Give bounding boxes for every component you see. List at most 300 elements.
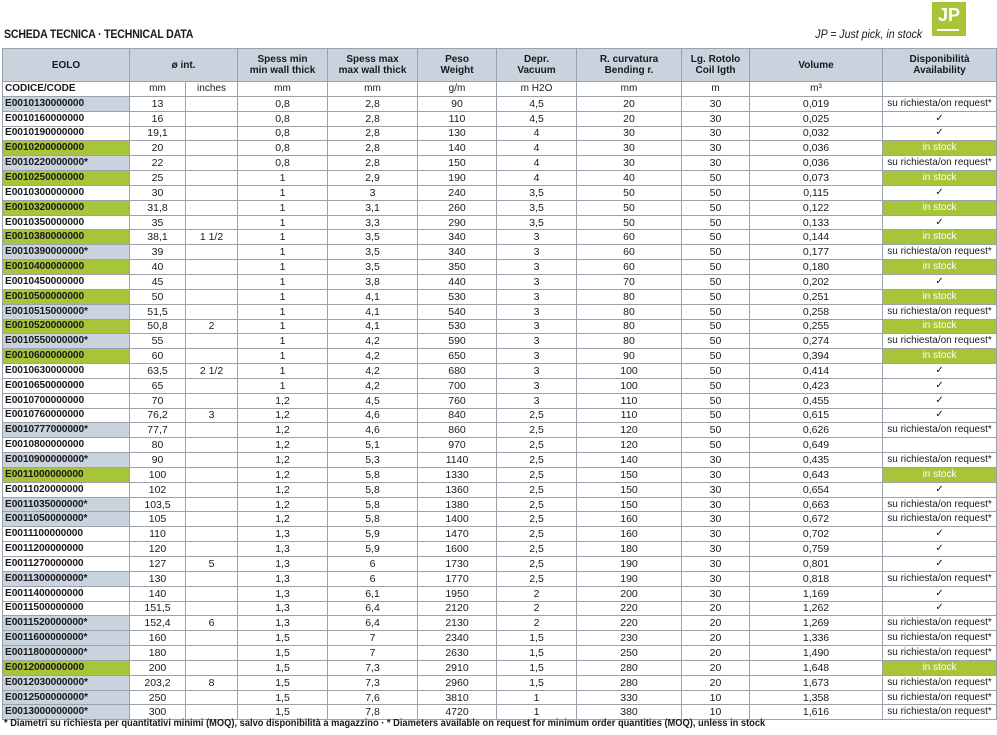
volume-cell: 0,036 <box>750 141 883 156</box>
volume-cell: 1,336 <box>750 631 883 646</box>
table-row <box>3 319 997 334</box>
bending-radius-cell: 60 <box>577 230 682 245</box>
wall-min-cell: 1,2 <box>238 423 328 438</box>
table-row <box>3 378 997 393</box>
wall-min-cell: 1 <box>238 274 328 289</box>
availability-cell: ✓ <box>883 185 997 200</box>
coil-length-cell: 50 <box>682 215 750 230</box>
diameter-mm-cell: 160 <box>130 631 186 646</box>
bending-radius-cell: 100 <box>577 364 682 379</box>
table-row <box>3 289 997 304</box>
diameter-mm-cell: 120 <box>130 542 186 557</box>
product-code-cell: E0010515000000* <box>3 304 130 319</box>
vacuum-cell: 1,5 <box>497 675 577 690</box>
weight-cell: 840 <box>418 408 497 423</box>
wall-min-cell: 0,8 <box>238 156 328 171</box>
coil-length-cell: 50 <box>682 171 750 186</box>
volume-cell: 0,654 <box>750 482 883 497</box>
volume-cell: 0,643 <box>750 467 883 482</box>
table-row <box>3 126 997 141</box>
wall-max-cell: 5,8 <box>328 482 418 497</box>
diameter-mm-cell: 50,8 <box>130 319 186 334</box>
volume-cell: 0,818 <box>750 571 883 586</box>
volume-cell: 0,122 <box>750 200 883 215</box>
availability-cell: ✓ <box>883 364 997 379</box>
table-row <box>3 453 997 468</box>
diameter-inches-cell <box>186 171 238 186</box>
weight-cell: 340 <box>418 230 497 245</box>
weight-cell: 1330 <box>418 467 497 482</box>
diameter-mm-cell: 127 <box>130 557 186 572</box>
wall-max-cell: 4,2 <box>328 378 418 393</box>
jp-logo-icon <box>932 2 966 36</box>
product-code-cell: E0010500000000 <box>3 289 130 304</box>
table-row <box>3 571 997 586</box>
volume-cell: 0,274 <box>750 334 883 349</box>
wall-max-cell: 6,4 <box>328 616 418 631</box>
table-row <box>3 512 997 527</box>
volume-cell: 0,032 <box>750 126 883 141</box>
diameter-inches-cell <box>186 289 238 304</box>
product-code-cell: E0011500000000 <box>3 601 130 616</box>
weight-cell: 2630 <box>418 646 497 661</box>
weight-cell: 1770 <box>418 571 497 586</box>
diameter-inches-cell <box>186 96 238 111</box>
weight-cell: 290 <box>418 215 497 230</box>
product-code-cell: E0011520000000* <box>3 616 130 631</box>
bending-radius-cell: 280 <box>577 675 682 690</box>
diameter-inches-cell <box>186 586 238 601</box>
coil-length-cell: 30 <box>682 527 750 542</box>
coil-length-cell: 20 <box>682 616 750 631</box>
availability-cell: su richiesta/on request* <box>883 304 997 319</box>
coil-length-cell: 30 <box>682 497 750 512</box>
vacuum-cell: 2 <box>497 586 577 601</box>
wall-max-cell: 4,2 <box>328 334 418 349</box>
bending-radius-cell: 250 <box>577 646 682 661</box>
vacuum-cell: 3,5 <box>497 185 577 200</box>
availability-cell: ✓ <box>883 527 997 542</box>
wall-max-cell: 3,1 <box>328 200 418 215</box>
volume-cell: 0,626 <box>750 423 883 438</box>
weight-cell: 130 <box>418 126 497 141</box>
coil-length-cell: 30 <box>682 557 750 572</box>
diameter-inches-cell: 5 <box>186 557 238 572</box>
coil-length-cell: 50 <box>682 408 750 423</box>
product-code-cell: E0011020000000 <box>3 482 130 497</box>
diameter-inches-cell <box>186 512 238 527</box>
diameter-mm-cell: 200 <box>130 660 186 675</box>
wall-min-cell: 0,8 <box>238 96 328 111</box>
table-row <box>3 438 997 453</box>
vacuum-cell: 4,5 <box>497 111 577 126</box>
product-code-cell: E0010250000000 <box>3 171 130 186</box>
vacuum-cell: 4 <box>497 156 577 171</box>
wall-max-cell: 2,8 <box>328 96 418 111</box>
diameter-mm-cell: 55 <box>130 334 186 349</box>
diameter-mm-cell: 60 <box>130 349 186 364</box>
wall-max-cell: 5,8 <box>328 497 418 512</box>
unit-cell: m H2O <box>497 82 577 97</box>
weight-cell: 530 <box>418 289 497 304</box>
wall-min-cell: 1,3 <box>238 586 328 601</box>
volume-cell: 1,262 <box>750 601 883 616</box>
wall-min-cell: 1 <box>238 245 328 260</box>
wall-min-cell: 1 <box>238 334 328 349</box>
product-code-cell: E0010400000000 <box>3 260 130 275</box>
availability-cell: su richiesta/on request* <box>883 245 997 260</box>
unit-cell: inches <box>186 82 238 97</box>
vacuum-cell: 4 <box>497 141 577 156</box>
availability-cell: ✓ <box>883 601 997 616</box>
diameter-inches-cell <box>186 215 238 230</box>
diameter-inches-cell: 3 <box>186 408 238 423</box>
diameter-inches-cell <box>186 601 238 616</box>
weight-cell: 2120 <box>418 601 497 616</box>
header-volume: Volume <box>750 49 883 82</box>
weight-cell: 650 <box>418 349 497 364</box>
diameter-inches-cell <box>186 126 238 141</box>
availability-cell: ✓ <box>883 586 997 601</box>
product-code-cell: E0012000000000 <box>3 660 130 675</box>
coil-length-cell: 50 <box>682 349 750 364</box>
volume-cell: 1,616 <box>750 705 883 720</box>
vacuum-cell: 2,5 <box>497 542 577 557</box>
header-wall-max: Spess max max wall thick <box>328 49 418 82</box>
product-code-cell: E0011400000000 <box>3 586 130 601</box>
product-code-cell: E0011800000000* <box>3 646 130 661</box>
wall-max-cell: 3,5 <box>328 260 418 275</box>
wall-min-cell: 1 <box>238 364 328 379</box>
vacuum-cell: 3 <box>497 289 577 304</box>
table-row <box>3 141 997 156</box>
wall-max-cell: 6,4 <box>328 601 418 616</box>
diameter-mm-cell: 180 <box>130 646 186 661</box>
technical-data-table-wrapper <box>2 48 992 720</box>
wall-max-cell: 3,8 <box>328 274 418 289</box>
wall-max-cell: 2,9 <box>328 171 418 186</box>
weight-cell: 440 <box>418 274 497 289</box>
volume-cell: 0,202 <box>750 274 883 289</box>
units-row <box>3 82 997 97</box>
coil-length-cell: 30 <box>682 111 750 126</box>
page-header <box>0 0 970 46</box>
availability-cell: su richiesta/on request* <box>883 96 997 111</box>
diameter-inches-cell <box>186 260 238 275</box>
vacuum-cell: 2,5 <box>497 482 577 497</box>
diameter-inches-cell <box>186 453 238 468</box>
page-title: SCHEDA TECNICA · TECHNICAL DATA <box>4 29 194 41</box>
vacuum-cell: 2,5 <box>497 438 577 453</box>
table-row <box>3 245 997 260</box>
wall-min-cell: 1 <box>238 378 328 393</box>
wall-min-cell: 1 <box>238 319 328 334</box>
bending-radius-cell: 80 <box>577 304 682 319</box>
coil-length-cell: 10 <box>682 690 750 705</box>
wall-max-cell: 5,8 <box>328 467 418 482</box>
table-row <box>3 542 997 557</box>
diameter-inches-cell <box>186 482 238 497</box>
coil-length-cell: 20 <box>682 660 750 675</box>
product-code-cell: E0011050000000* <box>3 512 130 527</box>
coil-length-cell: 50 <box>682 334 750 349</box>
product-code-cell: E0011100000000 <box>3 527 130 542</box>
weight-cell: 970 <box>418 438 497 453</box>
availability-cell: su richiesta/on request* <box>883 705 997 720</box>
bending-radius-cell: 160 <box>577 512 682 527</box>
wall-max-cell: 3,5 <box>328 230 418 245</box>
bending-radius-cell: 180 <box>577 542 682 557</box>
diameter-inches-cell <box>186 185 238 200</box>
diameter-inches-cell <box>186 200 238 215</box>
volume-cell: 0,394 <box>750 349 883 364</box>
unit-cell: mm <box>130 82 186 97</box>
table-row <box>3 467 997 482</box>
product-code-cell: E0010777000000* <box>3 423 130 438</box>
coil-length-cell: 20 <box>682 601 750 616</box>
coil-length-cell: 50 <box>682 245 750 260</box>
volume-cell: 0,180 <box>750 260 883 275</box>
wall-min-cell: 1,5 <box>238 631 328 646</box>
footnote: * Diametri su richiesta per quantitativi minimi (MOQ), salvo disponibilità a magazzino · * Diameters available on request for minimum order quantities (MOQ), unless in stock <box>4 718 766 729</box>
table-row <box>3 304 997 319</box>
product-code-cell: E0010900000000* <box>3 453 130 468</box>
table-row <box>3 497 997 512</box>
wall-max-cell: 2,8 <box>328 156 418 171</box>
wall-min-cell: 1 <box>238 200 328 215</box>
weight-cell: 680 <box>418 364 497 379</box>
technical-data-table <box>2 48 997 720</box>
coil-length-cell: 50 <box>682 260 750 275</box>
volume-cell: 0,133 <box>750 215 883 230</box>
bending-radius-cell: 200 <box>577 586 682 601</box>
volume-cell: 0,255 <box>750 319 883 334</box>
diameter-inches-cell: 2 <box>186 319 238 334</box>
bending-radius-cell: 280 <box>577 660 682 675</box>
diameter-mm-cell: 203,2 <box>130 675 186 690</box>
volume-cell: 1,358 <box>750 690 883 705</box>
coil-length-cell: 10 <box>682 705 750 720</box>
availability-cell: ✓ <box>883 215 997 230</box>
wall-max-cell: 5,9 <box>328 542 418 557</box>
diameter-inches-cell <box>186 467 238 482</box>
diameter-inches-cell <box>186 245 238 260</box>
coil-length-cell: 50 <box>682 319 750 334</box>
unit-cell: g/m <box>418 82 497 97</box>
product-code-cell: E0011270000000 <box>3 557 130 572</box>
diameter-inches-cell <box>186 141 238 156</box>
volume-cell: 0,073 <box>750 171 883 186</box>
table-row <box>3 675 997 690</box>
table-row <box>3 185 997 200</box>
product-code-cell: E0010300000000 <box>3 185 130 200</box>
wall-max-cell: 4,6 <box>328 408 418 423</box>
weight-cell: 340 <box>418 245 497 260</box>
bending-radius-cell: 150 <box>577 482 682 497</box>
bending-radius-cell: 70 <box>577 274 682 289</box>
diameter-mm-cell: 76,2 <box>130 408 186 423</box>
coil-length-cell: 30 <box>682 126 750 141</box>
diameter-mm-cell: 103,5 <box>130 497 186 512</box>
wall-max-cell: 5,1 <box>328 438 418 453</box>
product-code-cell: E0011000000000 <box>3 467 130 482</box>
volume-cell: 1,169 <box>750 586 883 601</box>
diameter-mm-cell: 152,4 <box>130 616 186 631</box>
vacuum-cell: 2 <box>497 616 577 631</box>
wall-min-cell: 0,8 <box>238 111 328 126</box>
table-row <box>3 274 997 289</box>
diameter-inches-cell <box>186 571 238 586</box>
availability-cell: su richiesta/on request* <box>883 571 997 586</box>
availability-cell: in stock <box>883 200 997 215</box>
table-row <box>3 408 997 423</box>
diameter-mm-cell: 13 <box>130 96 186 111</box>
weight-cell: 1950 <box>418 586 497 601</box>
bending-radius-cell: 50 <box>577 215 682 230</box>
header-weight: Peso Weight <box>418 49 497 82</box>
volume-cell: 0,115 <box>750 185 883 200</box>
diameter-mm-cell: 140 <box>130 586 186 601</box>
diameter-inches-cell <box>186 542 238 557</box>
bending-radius-cell: 20 <box>577 111 682 126</box>
vacuum-cell: 2,5 <box>497 467 577 482</box>
wall-max-cell: 3,5 <box>328 245 418 260</box>
diameter-mm-cell: 51,5 <box>130 304 186 319</box>
wall-max-cell: 6 <box>328 571 418 586</box>
availability-cell: in stock <box>883 171 997 186</box>
bending-radius-cell: 220 <box>577 616 682 631</box>
bending-radius-cell: 190 <box>577 557 682 572</box>
wall-max-cell: 7,3 <box>328 675 418 690</box>
product-code-cell: E0011200000000 <box>3 542 130 557</box>
availability-cell: in stock <box>883 319 997 334</box>
bending-radius-cell: 220 <box>577 601 682 616</box>
diameter-mm-cell: 100 <box>130 467 186 482</box>
jp-logo-text: JP <box>937 5 961 25</box>
diameter-mm-cell: 31,8 <box>130 200 186 215</box>
units-code-label: CODICE/CODE <box>3 82 130 97</box>
weight-cell: 1380 <box>418 497 497 512</box>
vacuum-cell: 3 <box>497 245 577 260</box>
product-code-cell: E0010190000000 <box>3 126 130 141</box>
table-row <box>3 631 997 646</box>
diameter-mm-cell: 80 <box>130 438 186 453</box>
weight-cell: 240 <box>418 185 497 200</box>
diameter-inches-cell <box>186 304 238 319</box>
availability-cell: ✓ <box>883 111 997 126</box>
bending-radius-cell: 120 <box>577 438 682 453</box>
table-row <box>3 171 997 186</box>
wall-min-cell: 1,5 <box>238 675 328 690</box>
wall-max-cell: 2,8 <box>328 111 418 126</box>
header-bending-radius: R. curvatura Bending r. <box>577 49 682 82</box>
wall-max-cell: 4,2 <box>328 349 418 364</box>
product-code-cell: E0012500000000* <box>3 690 130 705</box>
volume-cell: 1,673 <box>750 675 883 690</box>
availability-cell: su richiesta/on request* <box>883 631 997 646</box>
availability-cell: in stock <box>883 660 997 675</box>
coil-length-cell: 30 <box>682 141 750 156</box>
vacuum-cell: 3 <box>497 393 577 408</box>
product-code-cell: E0010550000000* <box>3 334 130 349</box>
coil-length-cell: 50 <box>682 274 750 289</box>
weight-cell: 260 <box>418 200 497 215</box>
wall-min-cell: 1,2 <box>238 453 328 468</box>
bending-radius-cell: 150 <box>577 497 682 512</box>
bending-radius-cell: 190 <box>577 571 682 586</box>
vacuum-cell: 3 <box>497 304 577 319</box>
availability-cell: su richiesta/on request* <box>883 156 997 171</box>
diameter-mm-cell: 105 <box>130 512 186 527</box>
bending-radius-cell: 160 <box>577 527 682 542</box>
table-row <box>3 200 997 215</box>
vacuum-cell: 1 <box>497 690 577 705</box>
product-code-cell: E0010650000000 <box>3 378 130 393</box>
diameter-inches-cell <box>186 111 238 126</box>
diameter-mm-cell: 39 <box>130 245 186 260</box>
wall-min-cell: 1,2 <box>238 467 328 482</box>
wall-min-cell: 1 <box>238 171 328 186</box>
wall-min-cell: 1,3 <box>238 601 328 616</box>
product-code-cell: E0010390000000* <box>3 245 130 260</box>
wall-min-cell: 1,2 <box>238 408 328 423</box>
coil-length-cell: 50 <box>682 423 750 438</box>
wall-max-cell: 4,1 <box>328 289 418 304</box>
product-code-cell: E0010220000000* <box>3 156 130 171</box>
product-code-cell: E0010130000000 <box>3 96 130 111</box>
weight-cell: 540 <box>418 304 497 319</box>
product-code-cell: E0011300000000* <box>3 571 130 586</box>
bending-radius-cell: 380 <box>577 705 682 720</box>
header-vacuum: Depr. Vacuum <box>497 49 577 82</box>
availability-cell: ✓ <box>883 557 997 572</box>
table-row <box>3 690 997 705</box>
diameter-mm-cell: 16 <box>130 111 186 126</box>
bending-radius-cell: 20 <box>577 96 682 111</box>
table-row <box>3 646 997 661</box>
weight-cell: 1730 <box>418 557 497 572</box>
coil-length-cell: 50 <box>682 438 750 453</box>
wall-min-cell: 0,8 <box>238 141 328 156</box>
product-code-cell: E0010320000000 <box>3 200 130 215</box>
wall-min-cell: 1,2 <box>238 438 328 453</box>
vacuum-cell: 3 <box>497 319 577 334</box>
vacuum-cell: 2,5 <box>497 408 577 423</box>
vacuum-cell: 2,5 <box>497 423 577 438</box>
product-code-cell: E0010800000000 <box>3 438 130 453</box>
weight-cell: 150 <box>418 156 497 171</box>
coil-length-cell: 50 <box>682 230 750 245</box>
volume-cell: 0,672 <box>750 512 883 527</box>
availability-cell: in stock <box>883 467 997 482</box>
bending-radius-cell: 80 <box>577 319 682 334</box>
vacuum-cell: 2,5 <box>497 453 577 468</box>
vacuum-cell: 1,5 <box>497 646 577 661</box>
unit-cell: mm <box>577 82 682 97</box>
vacuum-cell: 2,5 <box>497 497 577 512</box>
volume-cell: 0,036 <box>750 156 883 171</box>
wall-min-cell: 1 <box>238 304 328 319</box>
availability-cell: ✓ <box>883 274 997 289</box>
header-availability: Disponibilità Availability <box>883 49 997 82</box>
vacuum-cell: 3,5 <box>497 215 577 230</box>
volume-cell: 1,648 <box>750 660 883 675</box>
product-code-cell: E0010380000000 <box>3 230 130 245</box>
wall-max-cell: 3,3 <box>328 215 418 230</box>
availability-cell: in stock <box>883 349 997 364</box>
header-coil-length: Lg. Rotolo Coil lgth <box>682 49 750 82</box>
volume-cell: 0,759 <box>750 542 883 557</box>
